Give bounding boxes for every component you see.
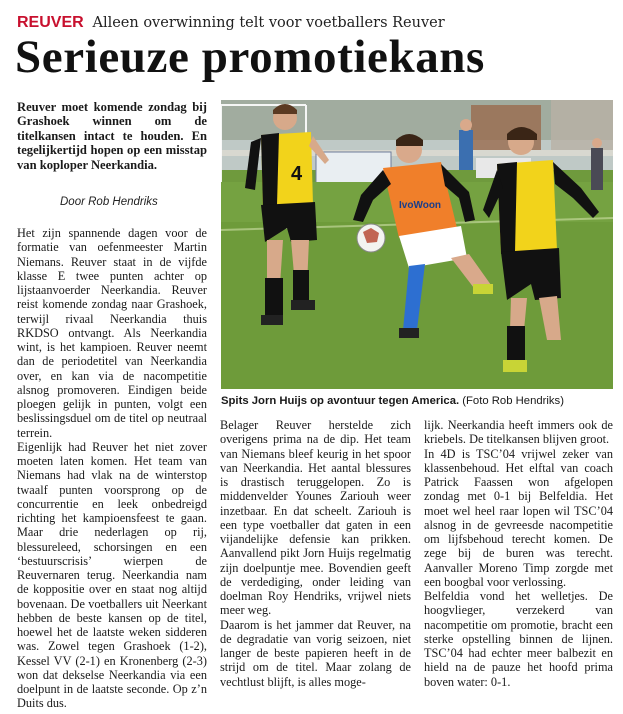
football: [357, 224, 385, 252]
paragraph: In 4D is TSC’04 vrijwel zeker van klassenbehoud. Het elftal van coach Patrick Faassen won afgelopen zondag met 0-1 bij Belfeldia. Het moet wel heel raar lopen wil TSC’04 alsnog in de gevreesde nacompetitie om lijfsbehoud terecht komen. De zege bij de buren was terecht. Aanvaller Moreno Timp zorgde met een boogbal voor verlossing.: [424, 446, 613, 589]
kicker: [17, 13, 445, 32]
article-column-2: [220, 418, 411, 689]
paragraph: Eigenlijk had Reuver het niet zover moeten laten komen. Het team van Niemans had vlak na de winterstop twaalf punten voorsprong op de concurrentie en leek onbedreigd richting het kampioensfeest te gaan. Maar drie nederlagen op rij, blessureleed, schorsingen en een ‘bestuurscrisis’ wierpen de Reuvernaren terug. Neerkandia nam de koppositie over en staat nog altijd bovenaan. De voetballers uit Neerkant hebben de beste kansen op de titel, hoewel het de laatste weken sidderen was. Zowel tegen Grashoek (1-2), Kessel VV (2-1) en Kronenberg (2-3) won dat dekselse Neerkandia via een doelpunt in de laatste seconde. Op z’n Duits dus.: [17, 439, 207, 711]
byline: Door Rob Hendriks: [60, 196, 158, 208]
photo-caption: [221, 394, 613, 408]
caption-text: Spits Jorn Huijs op avontuur tegen America.: [221, 395, 460, 407]
paragraph: Daarom is het jammer dat Reuver, na de degradatie van vorig seizoen, niet langer de beste papieren heeft in de strijd om de titel. Maar zolang de vechtlust blijft, is alles moge-: [220, 617, 411, 689]
paragraph: Belfeldia vond het welletjes. De hoogvlieger, verzekerd van nacompetitie om promotie, bracht een sterke opstelling binnen de lijnen. TSC’04 had echter meer balbezit en hield na de pauze het hoofd prima boven water: 0-1.: [424, 589, 613, 689]
headline: Serieuze promotiekans: [15, 31, 485, 83]
location-label: REUVER: [17, 14, 84, 31]
spectator: [459, 130, 473, 170]
paragraph: lijk. Neerkandia heeft immers ook de kriebels. De titelkansen blijven groot.: [424, 418, 613, 447]
lead-paragraph: Reuver moet komende zondag bij Grashoek winnen om de titelkansen intact te houden. En tegelijkertijd hopen op een misstap van koploper Neerkandia.: [17, 100, 207, 172]
match-photo: [221, 100, 613, 389]
paragraph: Het zijn spannende dagen voor de formatie van oefenmeester Martin Niemans. Reuver staat in de vijfde klasse E twee punten achter op lijstaanvoerder Neerkandia. Reuver reist komende zondag naar Grashoek, terwijl rivaal Neerkandia thuis RKDSO ontvangt. Als Neerkandia wint, is het kampioen. Reuver neemt dan de periodetitel van Neerkandia over, en kan via de nacompetitie alsnog promoveren. Eindigen beide ploegen gelijk in punten, volgt een beslissingsduel om de titel op neutraal terrein.: [17, 226, 207, 440]
article-column-3: [424, 418, 613, 689]
shirt-sponsor: IvoWoon: [399, 200, 442, 211]
photo-credit: (Foto Rob Hendriks): [462, 395, 564, 407]
paragraph: Belager Reuver herstelde zich overigens prima na de dip. Het team van Niemans bleef keurig in het spoor van Neerkandia. Het aantal blessures is drastisch teruggelopen. Zo is middenvelder Younes Zariouh weer inzetbaar. En dat scheelt. Zariouh is een type voetballer dat gaten in een vijandelijke defensie kan prikken. Aanvallend pikt Jorn Huijs regelmatig zijn doelpuntje mee. Bovendien geeft de verdediging, onder leiding van doelman Roy Hendriks, vrijwel niets meer weg.: [220, 418, 411, 618]
subtitle: Alleen overwinning telt voor voetballers Reuver: [92, 15, 445, 31]
shirt-number: 4: [291, 163, 303, 185]
article-column-1: [17, 226, 207, 711]
